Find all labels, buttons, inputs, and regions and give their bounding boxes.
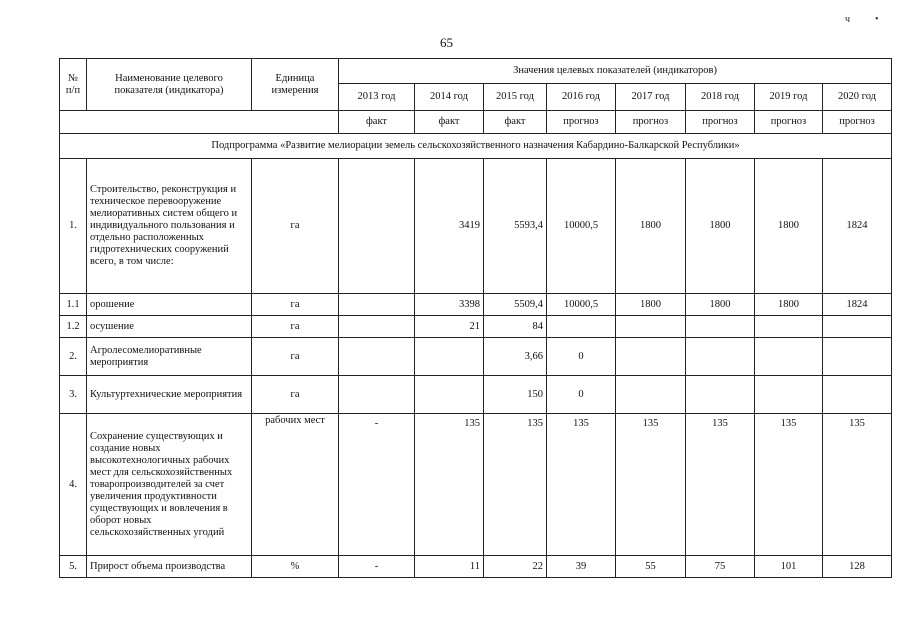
row-name: Строительство, реконструкция и техническое перевооружение мелиоративных систем общего и индивидуального пользования и отдельно расположенных гидротехнических сооружений всего, в том числе: [87,159,252,294]
value-cell: 150 [484,376,547,414]
header-year: 2018 год [686,84,755,111]
scan-mark: • [875,14,879,25]
value-cell: 22 [484,556,547,578]
header-year: 2015 год [484,84,547,111]
row-name: Культуртехнические мероприятия [87,376,252,414]
value-cell: 11 [415,556,484,578]
header-year: 2016 год [547,84,616,111]
value-cell: 101 [755,556,823,578]
header-type: прогноз [616,111,686,134]
header-type: прогноз [547,111,616,134]
header-types-blank [60,111,339,134]
row-number: 1. [60,159,87,294]
table-row [60,376,892,414]
value-cell: 5509,4 [484,294,547,316]
value-cell: 135 [484,414,547,556]
value-cell: 1800 [686,294,755,316]
value-cell [686,338,755,376]
value-cell [339,338,415,376]
value-cell [686,376,755,414]
value-cell [415,338,484,376]
header-type: прогноз [755,111,823,134]
value-cell: 1824 [823,159,892,294]
row-unit: рабочих мест [252,414,339,556]
value-cell [339,316,415,338]
value-cell: 5593,4 [484,159,547,294]
header-year: 2020 год [823,84,892,111]
header-types-row [60,111,892,134]
value-cell: 3,66 [484,338,547,376]
value-cell [616,376,686,414]
table-row [60,316,892,338]
value-cell: 0 [547,376,616,414]
value-cell: 1800 [755,294,823,316]
value-cell [823,376,892,414]
value-cell [755,376,823,414]
value-cell: 1800 [755,159,823,294]
value-cell: 39 [547,556,616,578]
value-cell [755,338,823,376]
row-number: 2. [60,338,87,376]
page-number: 65 [440,35,453,50]
header-year: 2014 год [415,84,484,111]
value-cell: 1800 [616,159,686,294]
subprogram-row [60,134,892,159]
value-cell [616,338,686,376]
value-cell: 135 [823,414,892,556]
value-cell: 1824 [823,294,892,316]
value-cell [755,316,823,338]
value-cell: 75 [686,556,755,578]
table-row [60,556,892,578]
row-name: Агролесомелиоративные мероприятия [87,338,252,376]
value-cell [823,316,892,338]
value-cell: - [339,414,415,556]
row-name: Прирост объема производства [87,556,252,578]
header-unit: Единица измерения [252,59,339,111]
row-unit: га [252,159,339,294]
row-name: осушение [87,316,252,338]
value-cell: 3398 [415,294,484,316]
row-number: 4. [60,414,87,556]
header-year: 2019 год [755,84,823,111]
header-year: 2013 год [339,84,415,111]
header-type: факт [484,111,547,134]
value-cell: 3419 [415,159,484,294]
header-type: факт [339,111,415,134]
header-values-group: Значения целевых показателей (индикаторов) [339,59,892,84]
value-cell: 55 [616,556,686,578]
row-number: 1.1 [60,294,87,316]
table-row [60,159,892,294]
table-body [60,159,892,578]
value-cell: 128 [823,556,892,578]
value-cell: 135 [547,414,616,556]
header-year: 2017 год [616,84,686,111]
value-cell [547,316,616,338]
header-type: факт [415,111,484,134]
value-cell: 135 [616,414,686,556]
row-unit: % [252,556,339,578]
value-cell [415,376,484,414]
header-type: прогноз [686,111,755,134]
value-cell: 21 [415,316,484,338]
table-row [60,414,892,556]
header-num: № п/п [60,59,87,111]
value-cell: 10000,5 [547,159,616,294]
row-number: 1.2 [60,316,87,338]
row-unit: га [252,338,339,376]
header-row [60,59,892,84]
value-cell: 1800 [686,159,755,294]
value-cell: - [339,556,415,578]
row-unit: га [252,376,339,414]
value-cell: 135 [686,414,755,556]
table-row [60,294,892,316]
row-unit: га [252,294,339,316]
value-cell [616,316,686,338]
header-name: Наименование целевого показателя (индикатора) [87,59,252,111]
row-name: Сохранение существующих и создание новых высокотехнологичных рабочих мест для сельскохозяйственных товаропроизводителей за счет увеличения продуктивности существующих и вовлечения в оборот новых сельскохозяйственных угодий [87,414,252,556]
value-cell [823,338,892,376]
scan-mark: ч [845,14,851,25]
row-number: 3. [60,376,87,414]
row-name: орошение [87,294,252,316]
row-number: 5. [60,556,87,578]
table-row [60,338,892,376]
value-cell [686,316,755,338]
header-type: прогноз [823,111,892,134]
indicators-table [59,58,892,578]
value-cell [339,376,415,414]
value-cell [339,294,415,316]
subprogram-title: Подпрограмма «Развитие мелиорации земель сельскохозяйственного назначения Кабардино-Балкарской Республики» [60,134,892,159]
value-cell: 10000,5 [547,294,616,316]
value-cell: 1800 [616,294,686,316]
row-unit: га [252,316,339,338]
value-cell: 135 [755,414,823,556]
value-cell: 84 [484,316,547,338]
value-cell: 135 [415,414,484,556]
value-cell: 0 [547,338,616,376]
value-cell [339,159,415,294]
